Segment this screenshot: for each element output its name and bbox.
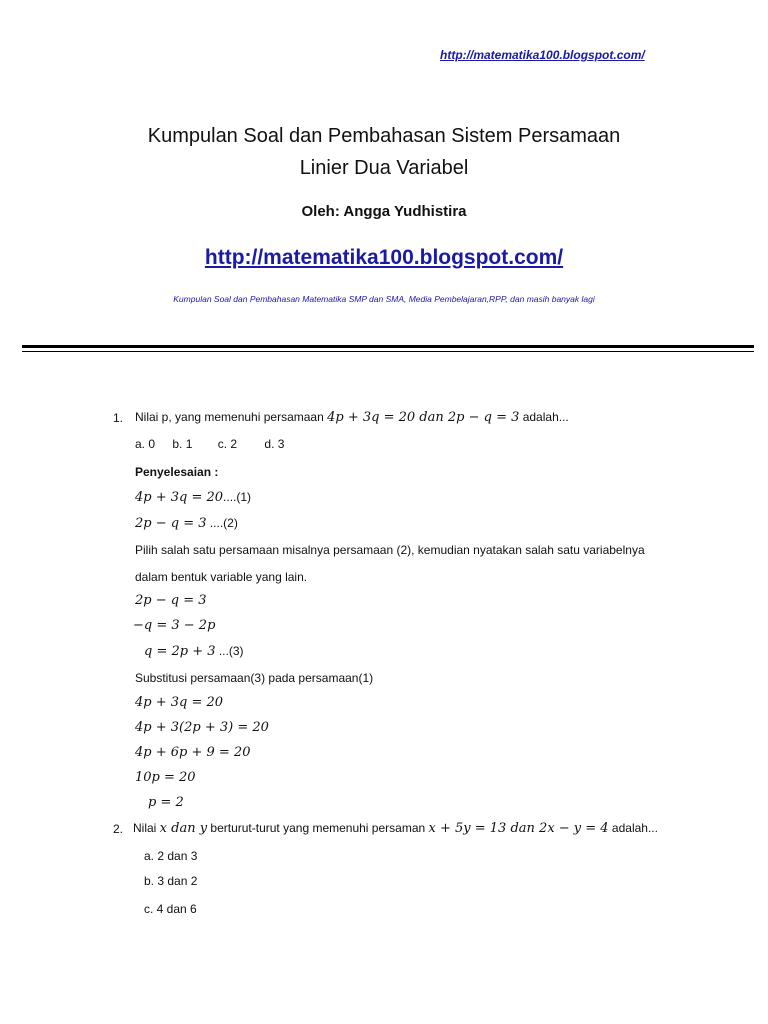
title-line-2: Linier Dua Variabel (299, 157, 469, 179)
q1-suffix: adalah... (519, 410, 569, 424)
author-line: Oleh: Angga Yudhistira (301, 203, 467, 220)
q1-explain-1: Pilih salah satu persamaan misalnya persamaan (2), kemudian nyatakan salah satu variabelnya (135, 543, 645, 557)
q2-option-c: c. 4 dan 6 (144, 902, 197, 916)
q1-eq1-expr: 4p + 3q = 20 (135, 490, 224, 505)
q1-eq2-expr: 2p − q = 3 (135, 516, 207, 531)
q1-sub4: 10p = 20 (135, 770, 196, 785)
header-url-link[interactable]: http://matematika100.blogspot.com/ (440, 48, 645, 62)
q1-option-a: a. 0 (135, 437, 156, 451)
q1-explain-2: dalam bentuk variable yang lain. (135, 570, 308, 584)
q1-options (135, 437, 284, 451)
q1-sub2: 4p + 3(2p + 3) = 20 (135, 720, 269, 735)
q1-eq-a: 4p + 3q = 20 (327, 410, 416, 425)
q1-step3-tag: ...(3) (215, 644, 244, 658)
q1-eq2-tag: ....(2) (206, 516, 238, 530)
q1-eq1-tag: ....(1) (223, 490, 252, 504)
q1-sub1: 4p + 3q = 20 (135, 695, 224, 710)
q2-option-a: a. 2 dan 3 (144, 849, 198, 863)
q2-vars: x dan y (159, 821, 208, 836)
q1-step1: 2p − q = 3 (135, 593, 207, 608)
q1-dan: dan (415, 410, 448, 425)
q1-option-b: b. 1 (172, 437, 193, 451)
tagline: Kumpulan Soal dan Pembahasan Matematika SMP dan SMA, Media Pembelajaran,RPP, dan masih banyak lagi (173, 294, 595, 304)
title-line-1: Kumpulan Soal dan Pembahasan Sistem Persamaan (147, 125, 621, 147)
q2-middle: berturut-turut yang memenuhi persaman (207, 821, 429, 835)
q1-step3 (144, 644, 244, 659)
q1-prefix: Nilai p, yang memenuhi persamaan (135, 410, 328, 424)
q1-number: 1. (113, 411, 124, 425)
q1-substitution-text: Substitusi persamaan(3) pada persamaan(1) (135, 671, 374, 685)
q1-step3-expr: q = 2p + 3 (144, 644, 216, 659)
q2-eq-b: 2x − y = 4 (539, 821, 609, 836)
q1-option-d: d. 3 (264, 437, 285, 451)
q1-question (135, 410, 569, 425)
q1-eq2 (135, 516, 238, 531)
q2-suffix: adalah... (608, 821, 658, 835)
q2-question (133, 821, 658, 836)
header-divider-thick (22, 345, 754, 348)
q2-eq-a: x + 5y = 13 (428, 821, 507, 836)
q2-option-b: b. 3 dan 2 (144, 874, 198, 888)
q1-eq-b: 2p − q = 3 (447, 410, 520, 425)
q2-dan: dan (506, 821, 540, 836)
document-title (40, 120, 728, 184)
q2-prefix: Nilai (133, 821, 160, 835)
q1-sub3: 4p + 6p + 9 = 20 (135, 745, 251, 760)
q1-step2: −q = 3 − 2p (133, 618, 216, 633)
q1-solution-heading: Penyelesaian : (135, 465, 219, 479)
q1-eq1 (135, 490, 251, 505)
site-url-link[interactable]: http://matematika100.blogspot.com/ (204, 246, 564, 269)
q2-number: 2. (113, 822, 124, 836)
q1-option-c: c. 2 (217, 437, 238, 451)
header-divider-thin (22, 351, 754, 352)
q1-sub5: p = 2 (148, 795, 184, 810)
